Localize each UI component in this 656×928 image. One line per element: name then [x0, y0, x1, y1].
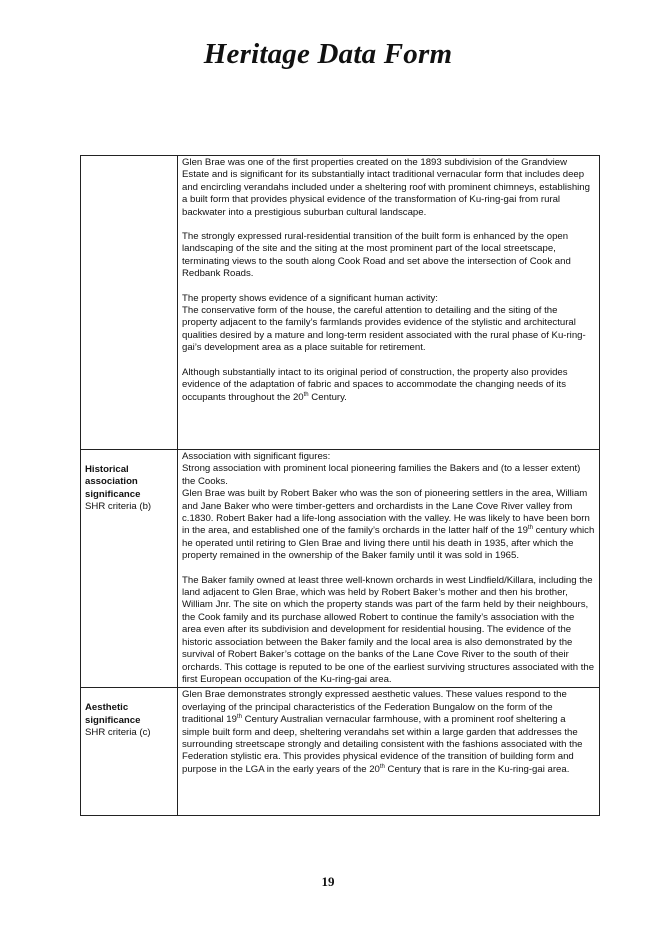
page-number: 19 [321, 874, 335, 889]
row-label-cell [81, 156, 178, 450]
heritage-data-table [80, 155, 600, 816]
row-content-cell [178, 156, 600, 450]
paragraph [182, 451, 595, 563]
table-row [81, 688, 600, 816]
row-label-cell [81, 450, 178, 688]
row-content-cell [178, 688, 600, 816]
paragraph: The Baker family owned at least three well-known orchards in west Lindfield/Killara, including the land adjacent to Glen Brae, which was held by Robert Baker’s mother and then his brother, William Jnr. The site on which the property stands was part of the farm held by their neighbours, the Cook family and its purchase allowed Robert to continue the family’s association with the area even after its subdivision and development for residential housing. The evidence of the historic association between the Baker family and the local area is also demonstrated by the survival of Robert Baker’s cottage on the banks of the Lane Cove River to the south of their orchards. This cottage is reputed to be one of the earliest surviving structures associated with the first European occupation of the Ku-ring-gai area. [182, 574, 595, 685]
ordinal-suffix: th [527, 525, 533, 532]
table-row [81, 450, 600, 688]
paragraph: Glen Brae was one of the first properties created on the 1893 subdivision of the Grandview Estate and is significant for its substantially intact traditional vernacular form that includes deep and encircling verandahs included under a sheltering roof with prominent chimneys, establishing a built form that provides physical evidence of the transformation of Ku-ring-gai from rural backwater into a prestigious suburban cultural landscape. [182, 157, 590, 218]
row-content-cell [178, 450, 600, 688]
paragraph-text: century which he operated until retiring to Glen Brae and living there until his death in 1935, after which the property remained in the ownership of the Baker family until it was sold in 1965. [182, 525, 595, 562]
row-label-criteria: SHR criteria (b) [85, 501, 152, 513]
paragraph-text: Century that is rare in the Ku-ring-gai area. [384, 763, 570, 775]
paragraph: The strongly expressed rural-residential transition of the built form is enhanced by the open landscaping of the site and the siting at the most prominent part of the local streetscape, terminating views to the south along Cook Road and set above the intersection of Cook and Redbank Roads. [182, 231, 571, 280]
table-row [81, 156, 600, 450]
ordinal-suffix: th [236, 713, 242, 720]
ordinal-suffix: th [303, 391, 309, 398]
ordinal-suffix: th [379, 763, 385, 770]
paragraph [182, 689, 595, 776]
paragraph-text: Century. [308, 391, 347, 403]
row-label-cell [81, 688, 178, 816]
paragraph-text: Association with significant figures: Strong association with prominent local pioneering families the Bakers and (to a lesser extent) the Cooks. Glen Brae was built by Robert Baker who was the son of pioneering settlers in the area, William and Jane Baker who were timber-getters and orchardists in the Lane Cove River valley from c.1830. Robert Baker had a life-long association with the valley. He was likely to have been born in the area, and established one of the family’s orchards in the latter half of the 19 [182, 451, 590, 537]
row-label-title: Historical association significance [85, 464, 141, 500]
page-title: Heritage Data Form [203, 38, 453, 70]
paragraph-text: Although substantially intact to its original period of construction, the property also provides evidence of the adaptation of fabric and spaces to accommodate the changing needs of its occupants throughout the 20 [182, 366, 568, 403]
paragraph-text: Glen Brae demonstrates strongly expressed aesthetic values. These values respond to the overlaying of the principal characteristics of the Federation Bungalow on the form of the traditional 19 [182, 689, 567, 726]
row-label-criteria: SHR criteria (c) [85, 727, 151, 739]
paragraph [182, 367, 595, 404]
row-label-title: Aesthetic significance [85, 702, 141, 726]
paragraph-text: Century Australian vernacular farmhouse, with a prominent roof sheltering a simple built form and deep, sheltering verandahs set within a large garden that addresses the surrounding streetscape strongly and detailing consistent with the fashions associated with the Federation stylistic era. This provides physical evidence of the transition of building form and purpose in the LGA in the early years of the 20 [182, 714, 583, 775]
paragraph: The property shows evidence of a significant human activity: The conservative form of the house, the careful attention to detailing and the siting of the property adjacent to the family’s farmlands provides evidence of the stylistic and architectural qualities desired by a mature and long-term resident associated with the rural phase of Ku-ring-gai’s development area as a place suitable for retirement. [182, 292, 586, 354]
